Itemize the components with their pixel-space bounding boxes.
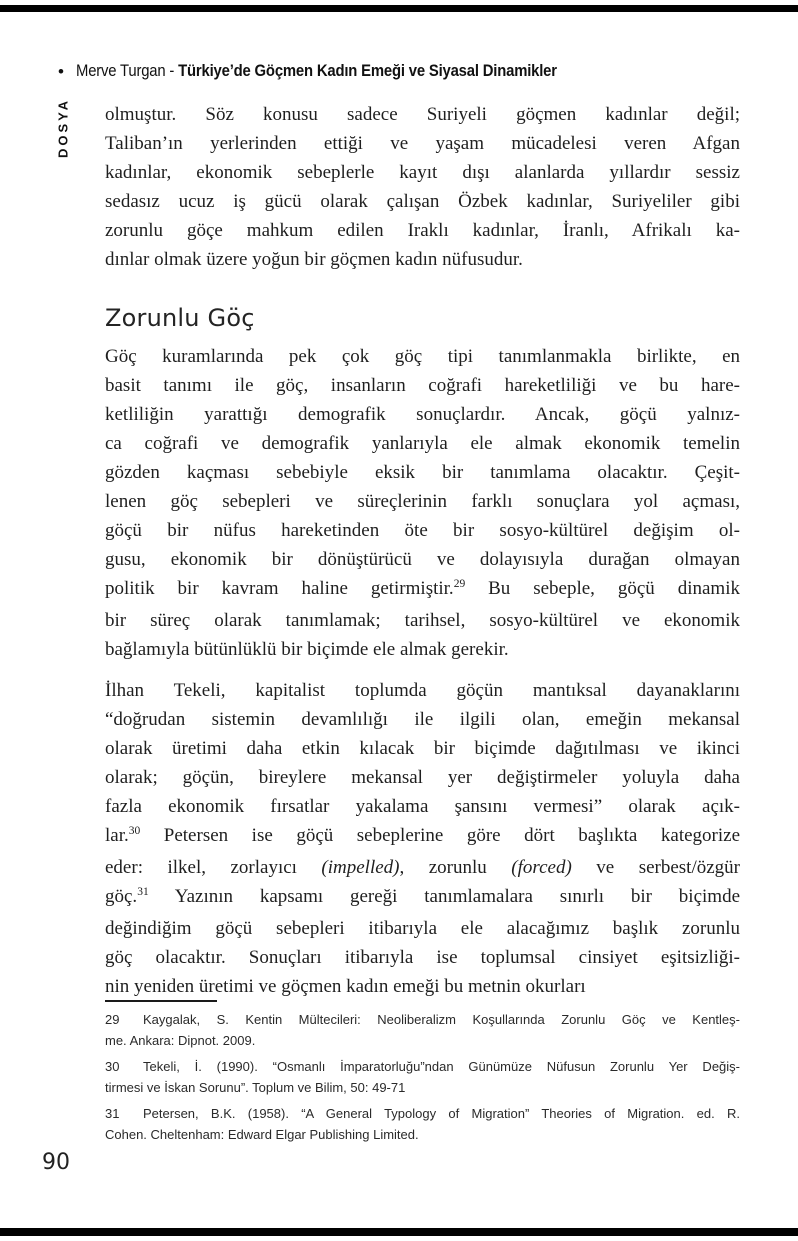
text-line: “doğrudan sistemin devamlılığı ile ilgili olan, emeğin mekansal (105, 709, 740, 730)
page-number: 90 (42, 1150, 70, 1175)
text-line: 29 Kaygalak, S. Kentin Mültecileri: Neoliberalizm Koşullarında Zorunlu Göç ve Kentleş- (105, 1009, 740, 1030)
text-line: tirmesi ve İskan Sorunu”. Toplum ve Bilim, 50: 49-71 (105, 1080, 406, 1095)
text-line: fazla ekonomik fırsatlar yakalama şansını vermesi” olarak açık- (105, 796, 740, 817)
bottom-black-bar (0, 1228, 798, 1236)
footnote-number: 30 (105, 1059, 120, 1074)
text-line: nin yeniden üretimi ve göçmen kadın emeği bu metnin okurları (105, 976, 586, 997)
text-line: gusu, ekonomik bir dönüştürücü ve dolayısıyla durağan olmayan (105, 549, 740, 570)
text-line: 30 Tekeli, İ. (1990). “Osmanlı İmparatorluğu”ndan Günümüze Nüfusun Zorunlu Yer Değiş- (105, 1056, 740, 1077)
text-line: göç.$^{31}$ Yazının kapsamı gereği tanımlamalara sınırlı bir biçimde (105, 886, 740, 907)
author-name: Merve Turgan (75, 62, 166, 80)
text-line: olmuştur. Söz konusu sadece Suriyeli göçmen kadınlar değil; (105, 104, 740, 125)
text-line: olarak üretimi daha etkin kılacak bir biçimde dağıtılması ve ikinci (105, 738, 740, 759)
text-line: göçü bir nüfus hareketinden öte bir sosyo-kültürel değişim ol- (105, 520, 740, 541)
footnote (105, 1056, 740, 1098)
text-line: bağlamıyla bütünlüklü bir biçimde ele almak gerekir. (105, 639, 509, 660)
section-heading: Zorunlu Göç (105, 304, 255, 332)
text-line: göç olacaktır. Sonuçları itibarıyla ise toplumsal cinsiyet eşitsizliği- (105, 947, 740, 968)
article-body (105, 100, 740, 1001)
paragraph (105, 342, 740, 664)
italic-text: (forced) (511, 857, 572, 878)
text-line: ketliliğin yarattığı demografik sonuçlardır. Ancak, göçü yalnız- (105, 404, 740, 425)
running-header (58, 62, 610, 81)
text-line: Göç kuramlarında pek çok göç tipi tanımlanmakla birlikte, en (105, 346, 740, 367)
section-kicker-vertical: DOSYA (55, 97, 71, 159)
bullet-icon: • (58, 62, 64, 81)
text-line: Cohen. Cheltenham: Edward Elgar Publishing Limited. (105, 1127, 419, 1142)
text-line: lar.$^{30}$ Petersen ise göçü sebeplerine göre dört başlıkta kategorize (105, 825, 740, 846)
footnote-separator-rule (105, 1000, 217, 1002)
footnote (105, 1103, 740, 1145)
text-line: olarak; göçün, bireylere mekansal yer değiştirmeler yoluyla daha (105, 767, 740, 788)
article-title: Türkiye’de Göçmen Kadın Emeği ve Siyasal Dinamikler (178, 62, 557, 80)
footnote-number: 29 (105, 1012, 120, 1027)
paragraph (105, 100, 740, 274)
footnote-ref: 31 (137, 886, 149, 898)
text-line: zorunlu göçe mahkum edilen Iraklı kadınlar, İranlı, Afrikalı ka- (105, 220, 740, 241)
text-line: sedasız ucuz iş gücü olarak çalışan Özbek kadınlar, Suriyeliler gibi (105, 191, 740, 212)
text-line: gözden kaçması sebebiyle eksik bir tanımlama olacaktır. Çeşit- (105, 462, 740, 483)
top-black-bar (0, 5, 798, 12)
paragraph (105, 676, 740, 1001)
footnote-number: 31 (105, 1106, 120, 1121)
text-line: kadınlar, ekonomik sebeplerle kayıt dışı alanlarda yıllardır sessiz (105, 162, 740, 183)
text-line: 31 Petersen, B.K. (1958). “A General Typology of Migration” Theories of Migration. ed. R. (105, 1103, 740, 1124)
text-line: basit tanımı ile göç, insanların coğrafi hareketliliği ve bu hare- (105, 375, 740, 396)
footnote-list (105, 1009, 740, 1145)
header-separator: - (165, 62, 179, 80)
footnote-ref: 30 (128, 825, 141, 837)
running-header-text (76, 62, 557, 81)
text-line: değindiğim göçü sebepleri itibarıyla ele alacağımız başlık zorunlu (105, 918, 740, 939)
text-line: eder: ilkel, zorlayıcı (impelled), zorunlu (forced) ve serbest/özgür (105, 857, 740, 878)
text-line: bir süreç olarak tanımlamak; tarihsel, sosyo-kültürel ve ekonomik (105, 610, 740, 631)
text-line: Taliban’ın yerlerinden ettiği ve yaşam mücadelesi veren Afgan (105, 133, 740, 154)
text-line: lenen göç sebepleri ve süreçlerinin farklı sonuçlara yol açması, (105, 491, 740, 512)
text-line: İlhan Tekeli, kapitalist toplumda göçün mantıksal dayanaklarını (105, 680, 740, 701)
text-line: dınlar olmak üzere yoğun bir göçmen kadın nüfusudur. (105, 249, 523, 270)
text-line: ca coğrafi ve demografik yanlarıyla ele almak ekonomik temelin (105, 433, 740, 454)
footnotes-block (105, 1000, 740, 1145)
footnote (105, 1009, 740, 1051)
text-line: politik bir kavram haline getirmiştir.$^{29}$ Bu sebeple, göçü dinamik (105, 578, 740, 599)
italic-text: (impelled) (321, 857, 400, 878)
footnote-ref: 29 (453, 578, 466, 590)
text-line: me. Ankara: Dipnot. 2009. (105, 1033, 256, 1048)
